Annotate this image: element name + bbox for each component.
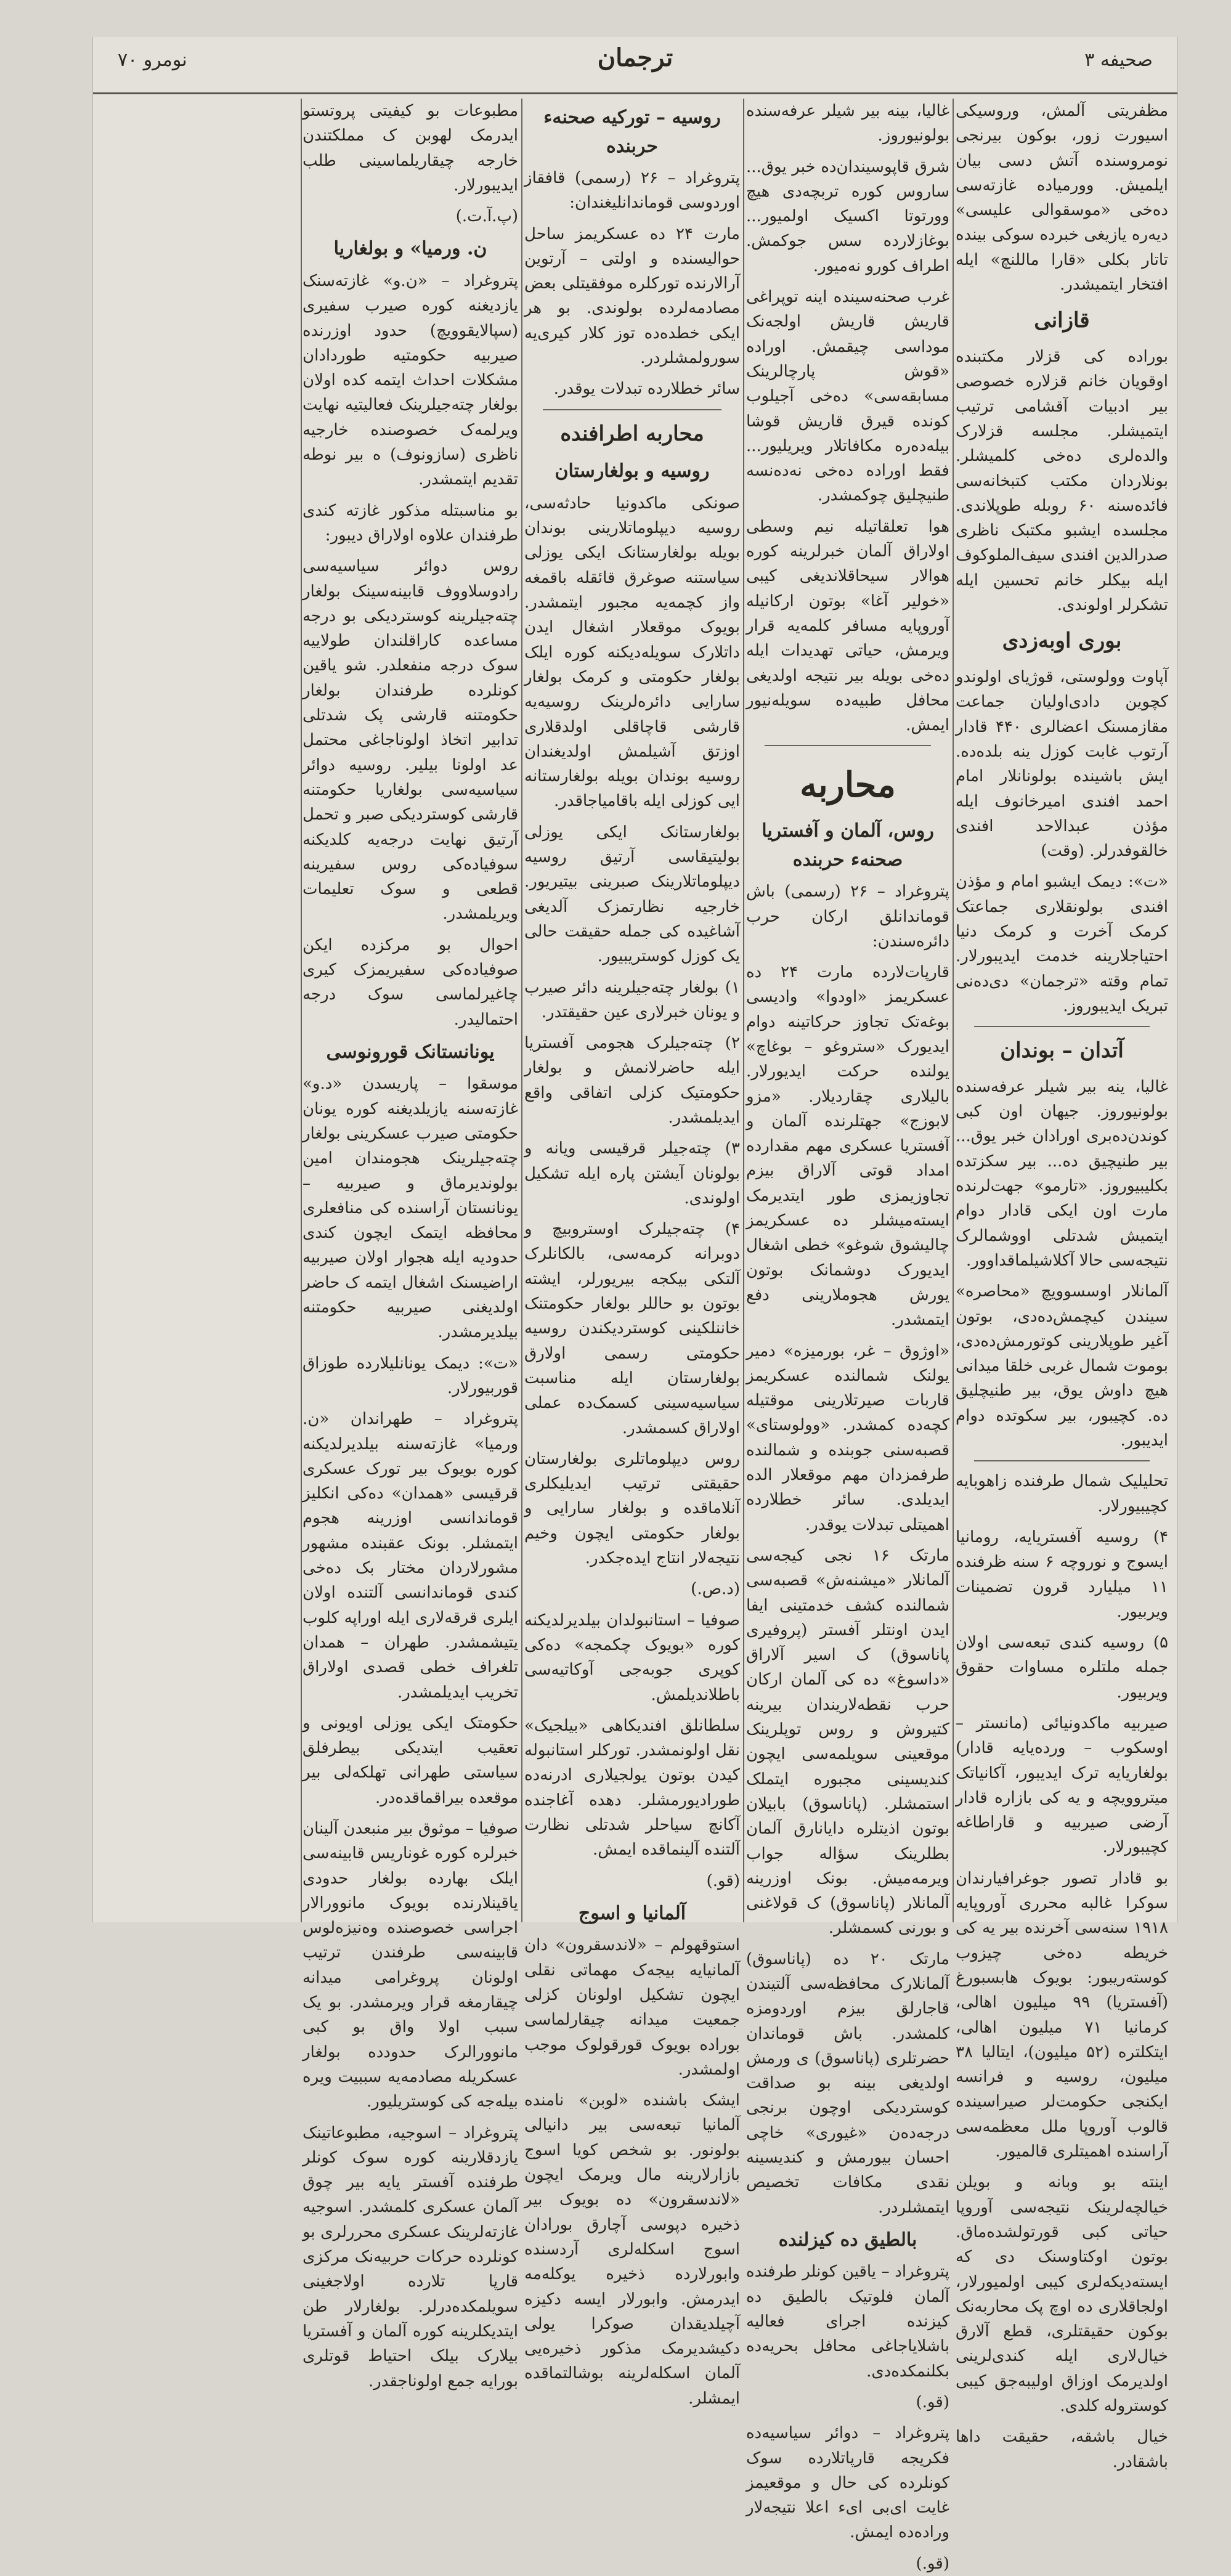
section-heading: یونانستانک قورونوسی (326, 1041, 495, 1063)
paragraph: پتروغراد – دوائر سیاسیه‌ده فکریجه قارپاتلارده سوک کونلرده کی حال و موقعیمز غایت ای‌بی ای‌ء اعلا نتیجه‌لار وراده‌ده ایمش. (746, 2424, 949, 2542)
column-4 (303, 99, 518, 2391)
paragraph: صوفیا – موثوق بیر منبعدن آلینان خبرلره کوره غوناریس قابینه‌سی ایلک بهارده بولغار حدودی یاقینلارنده بویوک مانوورالار اجراسی خصوصنده وه‌نیزه‌لوس قابینه‌سی طرفندن ترتیب اولونان پروغرامی میدانه چیقارمغه قرار ویرمشدر. بو یک سبب اولا واق بو کبی مانوورالرک حدودده بولغار عسکریله مصادمه‌یه سببیت ویره بیله‌جه کی کوستریلیور. (303, 1819, 518, 2111)
page-number: صحیفه ۳ (1084, 49, 1153, 71)
paragraph: پتروغراد – «ن.و» غازته‌سنک یازدیغنه کوره صیرب سفیری (سپالایقوویچ) حدود اوزرنده صیربیه حکومتیه طوردادان مشکلات احداث ایتمه کده اولان بولغار چته‌جیلرینک فعالیتیه نهایت ویرلمه‌ک خصوصنده خارجیه ناظری (سازونوف) ه بیر نوطه تقدیم ایتمشدر. (303, 271, 518, 489)
source-mark: (پ.آ.ت.) (455, 207, 518, 226)
paragraph: احوال بو مرکزده ایکن صوفیاده‌کی سفیریمزک کیری چاغیرلماسی سوک درجه احتمالیدر. (303, 935, 518, 1029)
paragraph: «ت»: دیمک یونانلیلارده طوزاق قوربیورلار. (303, 1354, 518, 1397)
paragraph: ۴) روسیه آفستریایه، رومانیا ایسوج و نوروچه ۶ سنه ظرفنده ۱۱ میلیارد قرون تضمینات ویربیور. (956, 1527, 1169, 1621)
paragraph: غالیا، بینه بیر شیلر عرفه‌سنده بولونیوروز. (746, 102, 949, 145)
paragraph: پتروغراد – ۲۶ (رسمی) قافقاز اوردوسی قوماندانلیغندان: (524, 169, 740, 213)
column-rule (953, 99, 954, 1922)
paragraph: قارپات‌لارده مارت ۲۴ ده عسکریمز «اودوا» وادیسی بوغه‌تک تجاوز حرکاتینه دوام ایدیورک «ستروغو – بوغاچ» یولنده حرکت ایدیورلار. بالیلاری چقاردیلار. «مزو لابوزج» جهتلرنده آلمان و آفستریا عسکری مهم مقدارده امداد قوتی آلاراق بیزم تجاوزیمزی طور ایتدیرمک ایسته‌میشلر ده عسکریمز چالیشوق شوغو» خطی اشغال ایدیورک دوشمانک بوتون یورش هجوملارینی دفع ایتمشدر. (746, 963, 949, 1330)
paper-title: ترجمان (597, 43, 673, 72)
divider (974, 1026, 1150, 1027)
paragraph: ۴) چته‌جیلرک اوستروبیچ و دوبرانه کرمه‌سی، بالکانلرک آلتکی بیکجه بیریورلر، ایشته بوتون بو حاللر بولغار حکومتنک خاننلکینی کوستردیکندن روسیه حکومتی رسمی اولارق بولغارستان ایله مناسبت سیاسیه‌سینی کسمک‌ده عملی اولاراق کسمشدر. (524, 1220, 740, 1437)
paragraph: «ت»: دیمک ایشبو امام و مؤذن افندی بولونقلاری جماعتک کرمک آخرت و کرمک دنیا احتیاجلارینه خدمت ایدیبورلار. تمام وقته «ترجمان» دی‌ده‌نی تبریک ایدیبوروز. (956, 872, 1168, 1015)
section-heading: بوری اوبه‌زدی (1002, 628, 1122, 654)
divider (543, 409, 721, 410)
paragraph: مارتک ۲۰ ده (پاناسوق) آلمانلارک محافظه‌سی آلتیندن قاجارلق بیزم اوردومزه کلمشدر. باش قوماندان حضرتلری (پاناسوق) ی ورمش اولدیغی بینه بو صداقت کوستردیکی اوچون برنجی درجه‌ده‌ن «غیوری» خاچی احسان بیورمش و کندیسینه نقدی مکافات تخصیص ایتمشلردر. (746, 1949, 949, 2217)
section-heading: روسیه و بولغارستان (555, 460, 710, 482)
paragraph: روس دیپلوماتلری بولغارستان حقیقتی ترتیب ایدیلیکلری آنلاماقده و بولغار سارایی و بولغار حکومتی ایچون وخیم نتیجه‌لار انتاج ایده‌جکدر. (524, 1449, 740, 1568)
paragraph: ۱) بولغار چته‌جیلرینه دائر صیرب و یونان خبرلاری عین حقیقتدر. (524, 978, 740, 1022)
paragraph: آلمانلار اوسسوویچ «محاصره» سیندن کیچمش‌ده‌دی، بوتون آغیر طوپلارینی کوتورمش‌ده‌دی، بوموت شمال غربی خلقا میدانی هیچ داوش یوق، بیر طنیچلیق ده. کچیبور، بیر سکوتده دوام ایدیبور. (956, 1282, 1168, 1450)
paragraph: تحلیلیک شمال طرفنده زاهوبایه کچیبیورلار. (956, 1472, 1168, 1516)
section-heading: روس، آلمان و آفستریا صحنه‌ء حربنده (762, 820, 934, 871)
column-2 (746, 99, 949, 2573)
paragraph: پتروغراد – اسوجیه، مطبوعاتینک یازدقلارینه کوره سوک کونلر طرفنده آفستر یایه بیر چوق آلمان عسکری کلمشدر. اسوجیه غازته‌لرینک عسکری محررلری بو کونلرده حرکات حربیه‌نک مرکزی قارپا تلارده اولاجغینی سویلمکده‌درلر. بولغارلار طن ایتدیکلرینه کوره آلمان و آفستریا بیلارک بیلک احتیاط قوتلری بورایه جمع اولوناجقدر. (303, 2123, 518, 2391)
paragraph: بولغارستانک ایکی یوزلی بولیتیقاسی آرتیق روسیه دیپلوماتلارینک صبرینی بیتیریور. خارجیه نظارتمزک آلدیغی آشاغیده کی جمله حقیقت حالی یک کوزل کوستریبیور. (524, 823, 740, 966)
paragraph: استوقهولم – «لاندسقرون» دان آلمانیایه بیجه‌ک مهماتی نقلی ایچون تشکیل اولونان کزلی جمعیت میدانه چیقارلماسی بوراده بویوک قورقولوک موجب اولمشدر. (524, 1936, 740, 2079)
paragraph: پتروغراد – طهراندان «ن. ورمیا» غازته‌سنه بیلدیرلدیکنه کوره بویوک بیر تورک عسکری قرقیسی «همدان» ده‌کی انکلیز قوماندانسی اوزرینه هجوم ایتمشلر. بونک عقبنده مشهور مشورلاردان مختار بک ده‌خی کندی قوماندانسی آلتنده اولان ایلری قرقه‌لاری ایله اوراپه کلوب یتیشمشدر. طهران – همدان تلغراف خطی قصدی اولاراق تخریب ایدیلمشدر. (303, 1410, 518, 1702)
paragraph: بوراده کی قزلار مکتبنده اوقویان خانم قزلاره خصوصی بیر ادبیات آقشامی ترتیب ایتمیشلر. مجلسه قزلارک والده‌لری ده‌خی کلمیشلر. بونلاردان مکتب کتبخانه‌سی فائده‌سنه ۶۰ روبله طوپلاندی. مجلسده ایشبو مکتبک ناظری صدرالدین افندی سیف‌الملوکوف ایله بیکلر خانم تحسین ایله تشکرلر اولوندی. (956, 347, 1168, 615)
paragraph: بو قادار تصور جوغرافیارندان سوکرا غالبه محرری آوروپایه ۱۹۱۸ سنه‌سی آخرنده بیر یه کی خریطه ده‌خی چیزوب کوسته‌ریبور: بویوک هابسبورغ (آفستریا) ۹۹ میلیون اهالی، کرمانیا ۷۱ میلیون اهالی، ایتکلتره (۵۲ میلیون)، ایتالیا ۳۸ میلیون، روسیه و فرانسه ایکنجی حکومت‌لر صیراسینده قالوب آوروپا ملل معظمه‌سی آراسنده اهمیتلری قالمیور. (956, 1869, 1169, 2161)
divider (765, 745, 931, 746)
paragraph: موسقوا – پاریسدن «د.و» غازته‌سنه یازیلدیغنه کوره یونان حکومتی صیرب عسکرینی بولغار چته‌جیلرینک هجومندان امین بولوندیرماق و صیربیه – یونانستان آراسنده کی منافعلری محافظه ایتمک ایچون کندی حدودیه ایله هجوار اولان صیربیه اراضیسنک اشغال ایتمه ک حاضر اولدیغنی صیربیه حکومتنه بیلدیرمشدر. (303, 1075, 518, 1342)
paragraph: پتروغراد – ۲۶ (رسمی) باش قوماندانلق ارکان حرب دائره‌سندن: (746, 882, 949, 951)
paragraph: مارتک ۱۶ نجی کیجه‌سی آلمانلار «میشنه‌ش» قصبه‌سی شمالنده کشف خدمتینی ایفا ایدن اونتلر آفستر (پروفیری پاناسوق) ک اسیر آلاراق «داسوغ» ده کی آلمان ارکان حرب نقطه‌لاریندان بیرینه کتیروش و روس توپلرینک موقعینی سویلمه‌سی ایچون کندیسینی مجبوره ایتملک استمشلر. (پاناسوق) بابیلان بوتون اذیتلره دایانارق آلمان بطلرینک سؤاله جواب ویرمه‌میش. بونک اوزرینه آلمانلار (پاناسوق) ک قولاغنی و بورنی کسمشلر. (746, 1546, 949, 1938)
section-title: محاربه اطرافنده (560, 421, 704, 446)
paragraph: روس دوائر سیاسیه‌سی رادوسلاووف قابینه‌سینک بولغار چته‌جیلرینه کوستردیکی بو درجه مساعده کاراقلندان طولاییه سوک درجه منفعلدر. شو یاقین کونلرده طرفندان بولغار حکومتنه قارشی پک شدتلی تدابیر اتخاذ اولوناجاغی محتمل عد اولونا بیلیر. روسیه دوائر سیاسیه‌سی بولغاریا حکومتنه قارشی کوستردیکی صبر و تحمل آرتیق نهایت درجه‌یه کلدیکنه سوفیاده‌کی روس سفیرینه قطعی و سوک تعلیمات ویریلمشدر. (303, 557, 518, 924)
paragraph: مطبوعات بو کیفیتی پروتستو ایدرمک لهوبن ک مملکتندن خارجه چیقاریلماسینی طلب ایدیبورلار. (303, 102, 518, 195)
column-rule (301, 99, 302, 1922)
issue-number: نومرو ۷۰ (118, 49, 187, 71)
paragraph: غالیا، ینه بیر شیلر عرفه‌سنده بولونیوروز. جیهان اون کبی کوندن‌ده‌بری اورادان خبر یوق... بیر طنیچیق ده... بیر سکزتده بکلیبیوروز. «تارمو» جهت‌لرنده مارت اون ایکی قادار دوام ایتمیش شدتلی اووشمالرک نتیجه‌سی حالا آکلاشیلماقداوور. (956, 1077, 1168, 1270)
section-title: محاربه (800, 765, 896, 806)
source-mark: (د.ص.) (691, 1580, 740, 1599)
source-mark: (قو.) (706, 1871, 740, 1890)
source-mark: (قو.) (916, 2554, 949, 2573)
paragraph: «اوژوق – غر، بورمیزه» دمیر یولنک شمالنده عسکریمز قاربات صیرتلارینی موقتیله کچه‌ده کمشدر. «وولوستای» قصبه‌سنی جوبنده و شمالنده طرفمزدان مهم موقعلار الده ایدیلدی. سائر خطلارده اهمیتلی تبدلات یوقدر. (746, 1341, 949, 1534)
paragraph: پتروغراد – یاقین کونلر طرفنده آلمان فلوتیک بالطیق ده کیزنده اجرای فعالیه باشلایاجاغی محافل بحریه‌ده بکلنمکده‌دی. (746, 2262, 949, 2381)
paragraph: سائر خطلارده تبدلات یوقدر. (553, 380, 740, 399)
column-1 (956, 99, 1169, 2471)
paragraph: ۵) روسیه کندی تبعه‌سی اولان جمله ملتلره مساوات حقوق ویربیور. (956, 1633, 1168, 1702)
column-3 (524, 99, 740, 2408)
columns (93, 99, 1177, 2573)
paragraph: صونکی ماکدونیا حادثه‌سی، روسیه دیپلوماتلارینی بوندان بویله بولغارستانک ایکی یوزلی سیاستنه صوغرق قائقله باقمغه واز کچمه‌یه مجبور ایتمشدر. بویوک موقعلار اشغال ایدن داتلارک سویله‌دیکنه کوره ایلک بولغار حکومتی و کرمک بولغار سارایی دائره‌لرینک روسیه‌یه قارشی قاچاقلی اولدقلاری اوزتق آشیلمش اولدیغندان روسیه بوندان بویله بولغارستانه ایی کوزلی ایله باقامیاجاقدر. (524, 494, 740, 811)
paragraph: حکومتک ایکی یوزلی اویونی و تعقیب ایتدیکی بیطرفلق سیاستی طهرانی تهلکه‌لی بیر موقعده بیراقماقده‌در. (303, 1713, 518, 1807)
paragraph: ۳) چته‌جیلر قرقیسی ویانه و بولونان آیشتن پاره ایله تشکیل اولوندی. (524, 1139, 740, 1208)
paragraph: شرق قاپوسیندان‌ده خبر یوق... ساروس کوره تربچه‌دی هیچ وورتوتا اکسیک اولمیور... بوغازلارده سس جوکمش. اطراف کورو نه‌میور. (746, 157, 949, 275)
section-heading: آتدان – بوندان (1000, 1038, 1124, 1063)
section-heading: قازانی (1034, 308, 1090, 333)
column-rule (743, 99, 744, 1922)
section-heading: بالطیق ده کیزلنده (778, 2229, 917, 2251)
paragraph: مارت ۲۴ ده عسکریمز ساحل حوالیسنده و اولتی – آرتوین آرالارنده تورکلره موفقیتلی بعض مصادمه‌لرده بولوندی. بو هر ایکی خطده‌ده توز کلار کیری‌یه سورولمشلردر. (524, 224, 740, 368)
masthead (93, 37, 1177, 94)
column-rule (521, 99, 522, 1922)
section-heading: ن. ورمیا» و بولغاریا (333, 238, 487, 260)
paragraph: غرب صحنه‌سینده اینه توپراغی قاریش قاریش اولجه‌نک موداسی چیقمش. اوراده «قوش پارچالرینک مسابقه‌سی» ده‌خی آجیلوب کونده قیرق قاریش قوشا بیله‌ده‌ره مکافاتلار ویریلیور... فقط اوراده ده‌خی نه‌ده‌نسه طنیچلیق چوکمشدر. (746, 288, 949, 505)
paragraph: هوا تعلقاتیله نیم وسطی اولاراق آلمان خبرلرینه کوره هوالار سیحاقلاندیغی کیبی «خولیر آغا» بوتون ارکانیله آوروپایه مسافر کلمه‌یه قرار ویرمش، حیاتی تهدیدات ایله ده‌خی بویله بیر نتیجه اولدیغی محافل طبیه‌ده سویله‌نیور ایمش. (746, 517, 949, 735)
column-5 (102, 99, 299, 1922)
newspaper-page (92, 37, 1178, 2573)
section-heading: آلمانیا و اسوج (578, 1902, 686, 1924)
paragraph: ۲) چته‌جیلرک هجومی آفستریا ایله حاضرلانمش و بولغار حکومتیک کزلی اتفاقی واقع ایدیلمشدر. (524, 1034, 740, 1127)
paragraph: ایشک باشنده «لوبن» نامنده آلمانیا تبعه‌سی بیر دانیالی بولونور. بو شخص کویا اسوج بازارلارینه مال ویرمک ایچون «لاندسقرون» ده بویوک بیر ذخیره دپوسی آچارق بورادان اسوج اسکله‌لری آردسنده وابورلارده ذخیره یوکله‌مه ایدرمش. وابورلار ایسه دکیزه آچیلدیقدان صوکرا یولی دکیشدیرمک مذکور ذخیره‌یی آلمان اسکله‌لرینه بوشالتماقده ایمشلر. (524, 2091, 740, 2408)
paragraph: سلطانلق افندیکاهی «بیلجیک» نقل اولونمشدر. تورکلر استانبوله کیدن بوتون یولجیلاری ادرنه‌ده طورادیورمشلر. دهده آغاجنده آکانچ سیاحلر شدتلی نظارت آلتنده آلینماقده ایمش. (524, 1716, 740, 1859)
paragraph: بو مناسبتله مذکور غازته کندی طرفندان علاوه اولاراق دیبور: (303, 501, 518, 545)
paragraph: آپاوت وولوستی، قوژیای اولوندو کچوین دادی‌اولیان جماعت مقازمسنک اعضالری ۴۴۰ قادار آرتوب غابت کوزل ینه بلده‌ده. ایش باشینده بولونانلار امام احمد افندی امیرخانوف ایله مؤذن عبدالاحد افندی خالقوفدرلر. (وقت) (956, 668, 1168, 861)
section-heading: روسیه – تورکیه صحنه‌ء حربنده (543, 107, 721, 157)
paragraph: مظفریتی آلمش، وروسیکی اسیورت زور، بوکون بیرنجی نومروسنده آتش دسی بیان ایلمیش. وورمیاده غازته‌سی ده‌خی «موسقوالی علیسی» دیه‌ره یازیغی خبرده سوکی بینده تاتار بکلی «قارا ماللنچ» ایله افتخار ایتمیشدر. (956, 102, 1168, 295)
paragraph: صیربیه ماکدونیائی (مانستر – اوسکوب – ورده‌یایه قادار) بولغاریایه ترک ایدیبور، آکانیاتک میتروویچه و یه کی بازاره قادار آرضی صیربیه و قاراطاغه کچیبورلار. (956, 1713, 1168, 1857)
source-mark: (قو.) (916, 2392, 949, 2411)
divider (974, 1460, 1150, 1461)
paragraph: خیال باشقه، حقیقت داها باشقادر. (956, 2428, 1168, 2471)
paragraph: اینته بو وبانه و بویلن خیالچه‌لرینک نتیجه‌سی آوروپا حیاتی کبی قورتولشده‌ماق. بوتون اوکتاوسنک دی که ایسته‌دیکه‌لری کیبی اولمیورلار، اولجاقلاری ده اوچ پک محاربه‌نک بوکون حقیقتلری، قطع آلارق خیال‌لاری ایله کندی‌لرینی اولدیرمک اوزاق اولیبه‌جق کیبی کوستروله کلدی. (956, 2173, 1168, 2415)
paragraph: صوفیا – استانبولدان بیلدیرلدیکنه کوره «بویوک چکمجه» ده‌کی کوپری جوبه‌جی آوکاتیه‌سی باطلاندیلمش. (524, 1611, 740, 1704)
